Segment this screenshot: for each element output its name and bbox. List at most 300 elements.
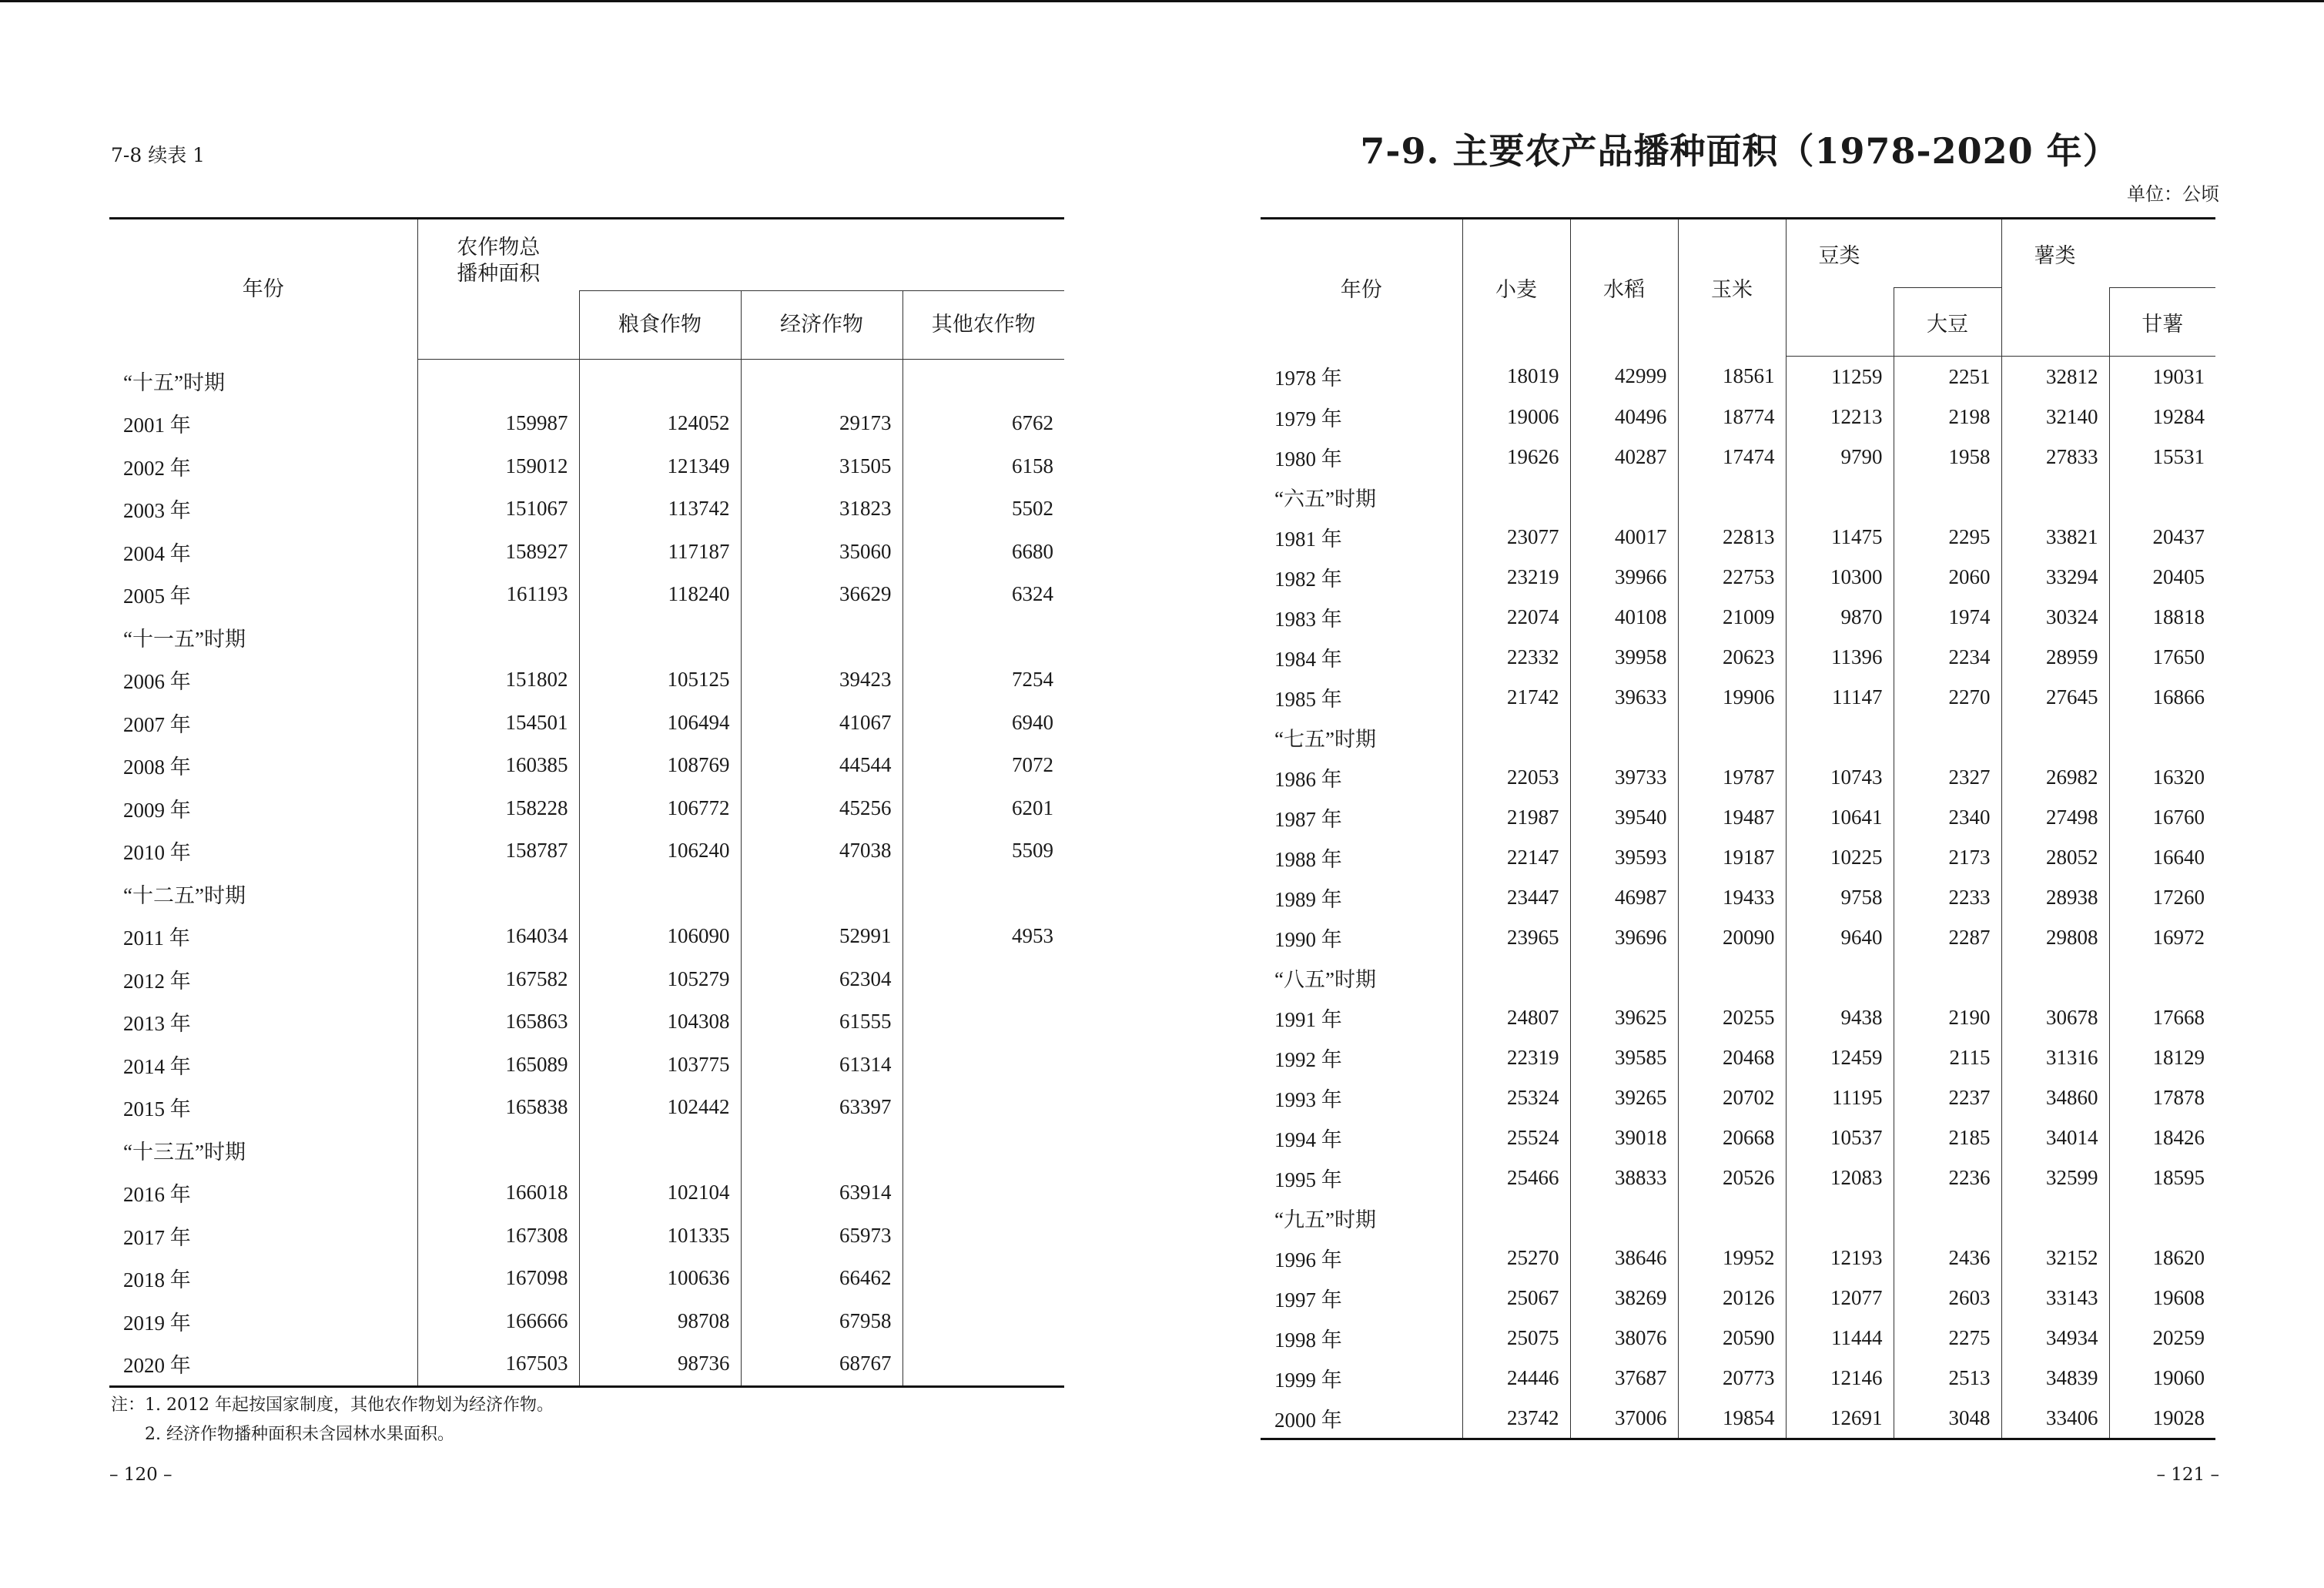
cell-corn: 18561 xyxy=(1678,357,1786,397)
cell-wheat: 23965 xyxy=(1462,917,1570,957)
cell-total: 165863 xyxy=(417,1000,579,1044)
cell-grain: 121349 xyxy=(579,445,741,488)
year-cell: 1978 年 xyxy=(1274,367,1342,390)
cell-soybean: 2115 xyxy=(1894,1037,2001,1077)
cell-total: 167582 xyxy=(417,958,579,1001)
cell-grain xyxy=(579,616,741,659)
period-label: “六五”时期 xyxy=(1274,487,1376,511)
cell-soybean xyxy=(1894,1198,2001,1238)
cell-other xyxy=(902,1086,1064,1129)
cell-other xyxy=(902,1257,1064,1300)
cell-tubers xyxy=(2001,477,2109,517)
cell-total: 160385 xyxy=(417,744,579,787)
year-cell: 2016 年 xyxy=(123,1183,191,1207)
col-header-soybean: 大豆 xyxy=(1894,288,2001,357)
cell-sweet-potato: 18426 xyxy=(2109,1117,2215,1157)
year-cell: 1983 年 xyxy=(1274,607,1342,631)
cell-beans: 11396 xyxy=(1786,637,1894,677)
cell-wheat: 22332 xyxy=(1462,637,1570,677)
period-label: “十五”时期 xyxy=(123,370,225,394)
cell-sweet-potato: 16866 xyxy=(2109,677,2215,717)
cell-cash: 29173 xyxy=(741,402,902,445)
cell-soybean: 2327 xyxy=(1894,757,2001,797)
cell-other xyxy=(902,1044,1064,1087)
year-cell: 1988 年 xyxy=(1274,847,1342,871)
cell-other: 5509 xyxy=(902,829,1064,873)
year-cell: 2011 年 xyxy=(123,926,190,950)
period-row xyxy=(109,616,1064,659)
cell-other: 4953 xyxy=(902,915,1064,958)
cell-soybean xyxy=(1894,957,2001,997)
cell-sweet-potato: 17650 xyxy=(2109,637,2215,677)
cell-soybean: 2275 xyxy=(1894,1318,2001,1358)
cell-beans xyxy=(1786,477,1894,517)
cell-rice: 46987 xyxy=(1570,877,1678,917)
year-cell: 1998 年 xyxy=(1274,1328,1342,1352)
cell-total xyxy=(417,1129,579,1172)
cell-wheat: 23077 xyxy=(1462,517,1570,557)
cell-corn xyxy=(1678,477,1786,517)
cell-cash: 65973 xyxy=(741,1214,902,1258)
cell-sweet-potato: 16640 xyxy=(2109,837,2215,877)
cell-beans: 9790 xyxy=(1786,437,1894,477)
cell-rice: 39633 xyxy=(1570,677,1678,717)
cell-rice: 40017 xyxy=(1570,517,1678,557)
year-cell: 2019 年 xyxy=(123,1311,191,1335)
cell-grain xyxy=(579,359,741,402)
cell-rice xyxy=(1570,717,1678,757)
cell-rice: 37006 xyxy=(1570,1398,1678,1439)
year-cell: 2005 年 xyxy=(123,585,191,608)
cell-soybean xyxy=(1894,477,2001,517)
table-row xyxy=(109,787,1064,830)
cell-soybean: 2295 xyxy=(1894,517,2001,557)
col-header-sweet-potato: 甘薯 xyxy=(2109,288,2215,357)
cell-sweet-potato: 19031 xyxy=(2109,357,2215,397)
col-header-beans: 豆类 xyxy=(1786,219,1894,288)
main-crops-sown-area-table xyxy=(1261,217,2215,1440)
cell-rice: 38076 xyxy=(1570,1318,1678,1358)
table-row xyxy=(1261,1037,2215,1077)
cell-total: 167098 xyxy=(417,1257,579,1300)
cell-tubers: 33406 xyxy=(2001,1398,2109,1439)
cell-corn: 20526 xyxy=(1678,1157,1786,1198)
cell-beans: 10641 xyxy=(1786,797,1894,837)
unit-label: 单位：公顷 xyxy=(2127,183,2219,205)
cell-cash: 35060 xyxy=(741,531,902,574)
page-title: 7-9. 主要农产品播种面积（1978-2020 年） xyxy=(1360,130,2119,172)
table-row xyxy=(1261,1077,2215,1117)
cell-other: 6158 xyxy=(902,445,1064,488)
col-header-other: 其他农作物 xyxy=(902,290,1064,359)
cell-rice: 38833 xyxy=(1570,1157,1678,1198)
year-cell: 1985 年 xyxy=(1274,687,1342,711)
cell-rice: 39593 xyxy=(1570,837,1678,877)
cell-other: 5502 xyxy=(902,487,1064,531)
table-row xyxy=(1261,917,2215,957)
cell-rice: 39265 xyxy=(1570,1077,1678,1117)
year-cell: 1993 年 xyxy=(1274,1087,1342,1111)
crop-sown-area-table xyxy=(109,217,1064,1388)
table-row xyxy=(1261,1358,2215,1398)
cell-other xyxy=(902,1300,1064,1343)
cell-beans: 10537 xyxy=(1786,1117,1894,1157)
year-cell: 2008 年 xyxy=(123,755,191,779)
cell-grain: 102442 xyxy=(579,1086,741,1129)
cell-soybean: 2436 xyxy=(1894,1238,2001,1278)
table-row xyxy=(1261,1278,2215,1318)
year-cell: 1996 年 xyxy=(1274,1248,1342,1271)
cell-sweet-potato: 18818 xyxy=(2109,597,2215,637)
cell-corn: 20590 xyxy=(1678,1318,1786,1358)
table-row xyxy=(109,958,1064,1001)
col-header-rice: 水稻 xyxy=(1570,219,1678,357)
cell-wheat xyxy=(1462,717,1570,757)
cell-sweet-potato: 19060 xyxy=(2109,1358,2215,1398)
cell-tubers: 27498 xyxy=(2001,797,2109,837)
cell-soybean: 1974 xyxy=(1894,597,2001,637)
cell-cash: 39423 xyxy=(741,658,902,702)
year-cell: 1986 年 xyxy=(1274,767,1342,791)
table-row xyxy=(1261,1157,2215,1198)
table-row xyxy=(1261,797,2215,837)
cell-tubers: 33821 xyxy=(2001,517,2109,557)
table-row xyxy=(109,1000,1064,1044)
cell-wheat: 25067 xyxy=(1462,1278,1570,1318)
table-row xyxy=(109,702,1064,745)
cell-sweet-potato: 18595 xyxy=(2109,1157,2215,1198)
cell-other: 6201 xyxy=(902,787,1064,830)
table-row xyxy=(1261,1398,2215,1439)
cell-tubers: 28938 xyxy=(2001,877,2109,917)
table-row xyxy=(109,1214,1064,1258)
table-row xyxy=(1261,837,2215,877)
cell-total xyxy=(417,616,579,659)
table-row xyxy=(1261,637,2215,677)
cell-rice xyxy=(1570,477,1678,517)
cell-wheat: 25524 xyxy=(1462,1117,1570,1157)
cell-sweet-potato: 20437 xyxy=(2109,517,2215,557)
year-cell: 2014 年 xyxy=(123,1054,191,1078)
year-cell: 2018 年 xyxy=(123,1268,191,1292)
year-cell: 2010 年 xyxy=(123,841,191,865)
col-header-corn: 玉米 xyxy=(1678,219,1786,357)
cell-grain: 117187 xyxy=(579,531,741,574)
period-label: “十二五”时期 xyxy=(123,883,246,907)
period-row xyxy=(1261,477,2215,517)
cell-beans: 10743 xyxy=(1786,757,1894,797)
year-cell: 2007 年 xyxy=(123,712,191,736)
table-row xyxy=(1261,677,2215,717)
year-cell: 1995 年 xyxy=(1274,1168,1342,1191)
cell-sweet-potato xyxy=(2109,1198,2215,1238)
cell-beans: 11475 xyxy=(1786,517,1894,557)
cell-grain: 103775 xyxy=(579,1044,741,1087)
cell-soybean: 1958 xyxy=(1894,437,2001,477)
cell-tubers: 32140 xyxy=(2001,397,2109,437)
col-header-grain: 粮食作物 xyxy=(579,290,741,359)
cell-cash: 52991 xyxy=(741,915,902,958)
cell-wheat: 25466 xyxy=(1462,1157,1570,1198)
cell-sweet-potato: 16320 xyxy=(2109,757,2215,797)
table-row xyxy=(109,1171,1064,1214)
cell-tubers: 28052 xyxy=(2001,837,2109,877)
year-cell: 1999 年 xyxy=(1274,1368,1342,1392)
year-cell: 1987 年 xyxy=(1274,807,1342,831)
cell-wheat: 23219 xyxy=(1462,557,1570,597)
cell-other xyxy=(902,359,1064,402)
table-row xyxy=(109,915,1064,958)
cell-tubers: 34860 xyxy=(2001,1077,2109,1117)
cell-rice xyxy=(1570,957,1678,997)
year-cell: 1991 年 xyxy=(1274,1007,1342,1031)
table-row xyxy=(109,1086,1064,1129)
cell-wheat: 22074 xyxy=(1462,597,1570,637)
cell-rice: 39958 xyxy=(1570,637,1678,677)
cell-corn: 17474 xyxy=(1678,437,1786,477)
cell-cash: 36629 xyxy=(741,573,902,616)
cell-tubers xyxy=(2001,717,2109,757)
year-cell: 2006 年 xyxy=(123,670,191,694)
cell-soybean: 2287 xyxy=(1894,917,2001,957)
table-continued-label: 7-8 续表 1 xyxy=(111,144,206,166)
cell-wheat: 18019 xyxy=(1462,357,1570,397)
table-row xyxy=(109,829,1064,873)
cell-grain: 100636 xyxy=(579,1257,741,1300)
cell-sweet-potato: 20405 xyxy=(2109,557,2215,597)
cell-other: 6324 xyxy=(902,573,1064,616)
cell-cash: 45256 xyxy=(741,787,902,830)
cell-wheat: 19626 xyxy=(1462,437,1570,477)
cell-cash: 63397 xyxy=(741,1086,902,1129)
col-header-year: 年份 xyxy=(242,276,284,301)
cell-sweet-potato: 18129 xyxy=(2109,1037,2215,1077)
period-label: “七五”时期 xyxy=(1274,727,1376,751)
cell-beans xyxy=(1786,717,1894,757)
cell-other: 6940 xyxy=(902,702,1064,745)
cell-other xyxy=(902,1171,1064,1214)
cell-sweet-potato: 17260 xyxy=(2109,877,2215,917)
year-cell: 1982 年 xyxy=(1274,567,1342,591)
cell-grain: 102104 xyxy=(579,1171,741,1214)
cell-other: 6762 xyxy=(902,402,1064,445)
cell-other xyxy=(902,1342,1064,1386)
table-row xyxy=(109,1342,1064,1386)
cell-tubers: 34014 xyxy=(2001,1117,2109,1157)
table-row xyxy=(1261,1318,2215,1358)
table-row xyxy=(109,1257,1064,1300)
cell-total: 165089 xyxy=(417,1044,579,1087)
cell-sweet-potato: 15531 xyxy=(2109,437,2215,477)
cell-corn: 22753 xyxy=(1678,557,1786,597)
cell-sweet-potato: 20259 xyxy=(2109,1318,2215,1358)
cell-grain: 105125 xyxy=(579,658,741,702)
cell-corn: 18774 xyxy=(1678,397,1786,437)
cell-grain: 101335 xyxy=(579,1214,741,1258)
cell-grain: 98708 xyxy=(579,1300,741,1343)
cell-soybean: 2185 xyxy=(1894,1117,2001,1157)
cell-corn: 19906 xyxy=(1678,677,1786,717)
year-cell: 1997 年 xyxy=(1274,1288,1342,1312)
table-notes xyxy=(111,1391,554,1449)
cell-corn: 20255 xyxy=(1678,997,1786,1037)
cell-grain: 106090 xyxy=(579,915,741,958)
cell-cash: 63914 xyxy=(741,1171,902,1214)
cell-beans: 10225 xyxy=(1786,837,1894,877)
cell-wheat: 23447 xyxy=(1462,877,1570,917)
period-label: “十三五”时期 xyxy=(123,1140,246,1164)
cell-corn xyxy=(1678,957,1786,997)
table-row xyxy=(109,658,1064,702)
cell-cash xyxy=(741,1129,902,1172)
cell-rice: 39625 xyxy=(1570,997,1678,1037)
cell-sweet-potato xyxy=(2109,957,2215,997)
period-label: “八五”时期 xyxy=(1274,967,1376,991)
cell-beans: 10300 xyxy=(1786,557,1894,597)
cell-soybean: 2234 xyxy=(1894,637,2001,677)
col-header-year: 年份 xyxy=(1340,278,1382,303)
cell-beans: 12459 xyxy=(1786,1037,1894,1077)
cell-rice: 39540 xyxy=(1570,797,1678,837)
cell-wheat: 25075 xyxy=(1462,1318,1570,1358)
cell-sweet-potato: 18620 xyxy=(2109,1238,2215,1278)
cell-rice: 39018 xyxy=(1570,1117,1678,1157)
cell-grain: 113742 xyxy=(579,487,741,531)
cell-beans: 12213 xyxy=(1786,397,1894,437)
table-row xyxy=(1261,877,2215,917)
cell-corn: 20773 xyxy=(1678,1358,1786,1398)
cell-soybean: 2340 xyxy=(1894,797,2001,837)
cell-tubers: 27645 xyxy=(2001,677,2109,717)
cell-corn: 20126 xyxy=(1678,1278,1786,1318)
table-row xyxy=(1261,997,2215,1037)
cell-total: 166666 xyxy=(417,1300,579,1343)
cell-corn: 19487 xyxy=(1678,797,1786,837)
year-cell: 1990 年 xyxy=(1274,927,1342,951)
cell-tubers: 28959 xyxy=(2001,637,2109,677)
period-row xyxy=(1261,717,2215,757)
cell-grain: 98736 xyxy=(579,1342,741,1386)
cell-grain: 106772 xyxy=(579,787,741,830)
cell-corn: 20702 xyxy=(1678,1077,1786,1117)
period-row xyxy=(109,1129,1064,1172)
cell-total: 165838 xyxy=(417,1086,579,1129)
cell-sweet-potato: 17668 xyxy=(2109,997,2215,1037)
cell-total: 159987 xyxy=(417,402,579,445)
cell-wheat xyxy=(1462,957,1570,997)
cell-total: 151067 xyxy=(417,487,579,531)
table-row xyxy=(1261,357,2215,397)
cell-tubers: 26982 xyxy=(2001,757,2109,797)
period-row xyxy=(1261,957,2215,997)
table-row xyxy=(1261,437,2215,477)
year-cell: 2015 年 xyxy=(123,1097,191,1121)
year-cell: 1984 年 xyxy=(1274,647,1342,671)
cell-corn: 19952 xyxy=(1678,1238,1786,1278)
cell-tubers: 27833 xyxy=(2001,437,2109,477)
cell-tubers: 34934 xyxy=(2001,1318,2109,1358)
cell-wheat: 25324 xyxy=(1462,1077,1570,1117)
cell-tubers: 32812 xyxy=(2001,357,2109,397)
table-row xyxy=(109,744,1064,787)
cell-tubers: 31316 xyxy=(2001,1037,2109,1077)
cell-grain: 106494 xyxy=(579,702,741,745)
cell-grain: 106240 xyxy=(579,829,741,873)
cell-other xyxy=(902,1000,1064,1044)
cell-wheat: 21742 xyxy=(1462,677,1570,717)
cell-soybean: 2190 xyxy=(1894,997,2001,1037)
cell-soybean: 2513 xyxy=(1894,1358,2001,1398)
cell-cash xyxy=(741,873,902,916)
cell-corn: 20468 xyxy=(1678,1037,1786,1077)
period-label: “九五”时期 xyxy=(1274,1208,1376,1231)
cell-beans: 12083 xyxy=(1786,1157,1894,1198)
cell-wheat: 22319 xyxy=(1462,1037,1570,1077)
cell-tubers: 30324 xyxy=(2001,597,2109,637)
year-cell: 2012 年 xyxy=(123,969,191,993)
cell-rice: 42999 xyxy=(1570,357,1678,397)
cell-sweet-potato: 17878 xyxy=(2109,1077,2215,1117)
cell-beans: 12077 xyxy=(1786,1278,1894,1318)
cell-other: 7072 xyxy=(902,744,1064,787)
cell-beans: 12193 xyxy=(1786,1238,1894,1278)
year-cell: 2003 年 xyxy=(123,499,191,523)
period-row xyxy=(1261,1198,2215,1238)
right-page xyxy=(1162,0,2324,1588)
cell-soybean: 2270 xyxy=(1894,677,2001,717)
cell-total: 167308 xyxy=(417,1214,579,1258)
cell-wheat: 25270 xyxy=(1462,1238,1570,1278)
cell-other xyxy=(902,616,1064,659)
cell-sweet-potato xyxy=(2109,477,2215,517)
year-cell: 2020 年 xyxy=(123,1354,191,1378)
cell-rice: 38646 xyxy=(1570,1238,1678,1278)
table-row xyxy=(1261,1117,2215,1157)
period-label: “十一五”时期 xyxy=(123,627,246,651)
cell-corn: 19433 xyxy=(1678,877,1786,917)
cell-beans: 11444 xyxy=(1786,1318,1894,1358)
cell-cash xyxy=(741,359,902,402)
period-row xyxy=(109,359,1064,402)
cell-total xyxy=(417,359,579,402)
page-number-left: – 120 – xyxy=(109,1465,172,1485)
cell-tubers: 29808 xyxy=(2001,917,2109,957)
cell-total: 158228 xyxy=(417,787,579,830)
cell-sweet-potato: 19028 xyxy=(2109,1398,2215,1439)
cell-beans: 12146 xyxy=(1786,1358,1894,1398)
cell-beans: 11195 xyxy=(1786,1077,1894,1117)
cell-beans xyxy=(1786,957,1894,997)
col-header-tubers: 薯类 xyxy=(2001,219,2109,288)
cell-rice: 39585 xyxy=(1570,1037,1678,1077)
cell-soybean: 2233 xyxy=(1894,877,2001,917)
cell-corn: 19854 xyxy=(1678,1398,1786,1439)
cell-total: 158787 xyxy=(417,829,579,873)
cell-sweet-potato: 19284 xyxy=(2109,397,2215,437)
cell-beans xyxy=(1786,1198,1894,1238)
col-header-wheat: 小麦 xyxy=(1462,219,1570,357)
cell-rice xyxy=(1570,1198,1678,1238)
cell-other xyxy=(902,1214,1064,1258)
cell-beans: 9870 xyxy=(1786,597,1894,637)
year-cell: 2000 年 xyxy=(1274,1408,1342,1432)
cell-cash: 68767 xyxy=(741,1342,902,1386)
year-cell: 2001 年 xyxy=(123,414,191,437)
table-row xyxy=(109,487,1064,531)
cell-grain xyxy=(579,1129,741,1172)
cell-beans: 9640 xyxy=(1786,917,1894,957)
page-number-right: – 121 – xyxy=(2156,1465,2219,1485)
